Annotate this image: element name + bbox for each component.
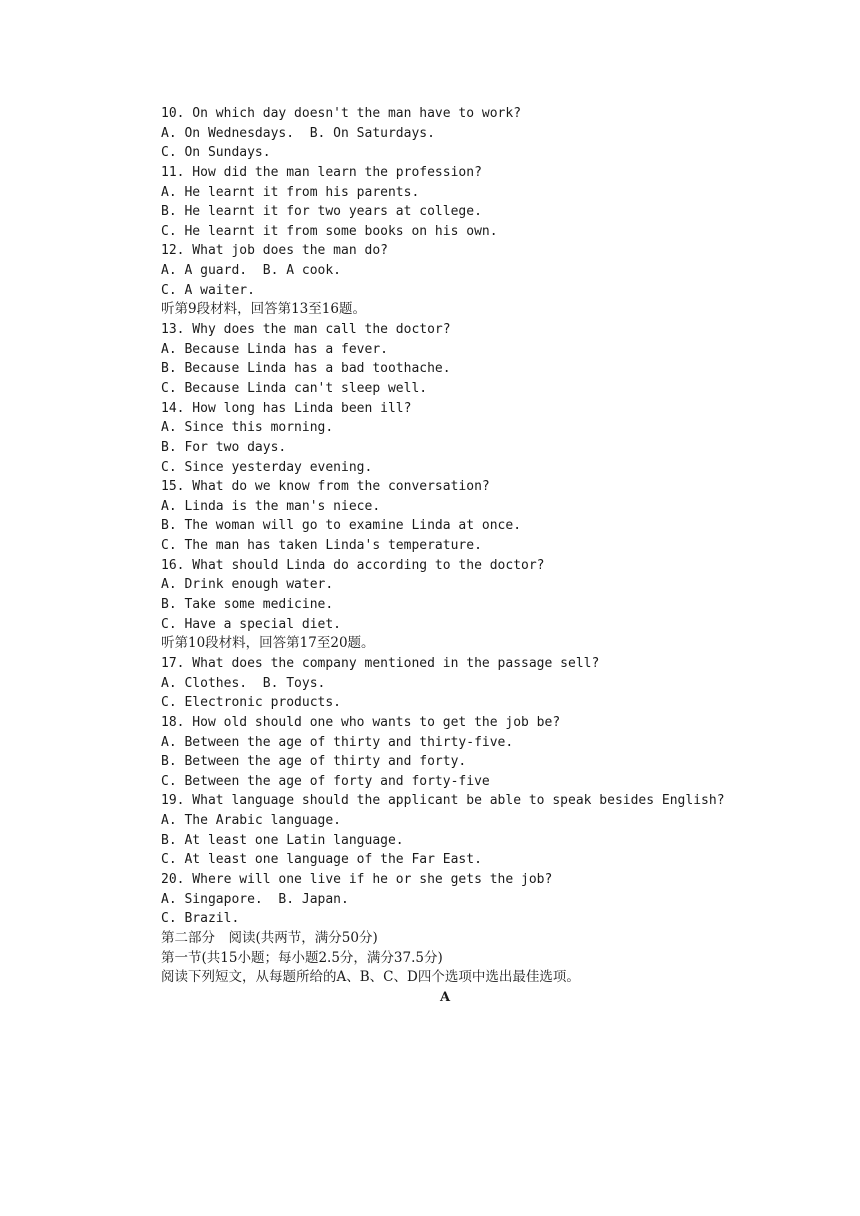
answer-option: A. Because Linda has a fever. [161, 341, 388, 357]
section-instruction: 听第9段材料，回答第13至16题。 [161, 301, 366, 318]
question-stem: 14. How long has Linda been ill? [161, 400, 412, 416]
answer-option: C. Because Linda can't sleep well. [161, 380, 428, 396]
answer-option: C. Have a special diet. [161, 616, 342, 632]
document-body [161, 104, 761, 1007]
answer-option: B. Take some medicine. [161, 597, 334, 613]
answer-option: C. Electronic products. [161, 695, 342, 711]
section-instruction: 第一节(共15小题；每小题2.5分，满分37.5分) [161, 949, 443, 966]
answer-option: C. Between the age of forty and forty-five [161, 773, 490, 789]
answer-option: B. At least one Latin language. [161, 832, 404, 848]
answer-option: B. He learnt it for two years at college. [161, 204, 482, 220]
answer-option: A. Between the age of thirty and thirty-five. [161, 734, 514, 750]
section-instruction: 阅读下列短文，从每题所给的A、B、C、D四个选项中选出最佳选项。 [161, 969, 580, 986]
answer-option: B. Between the age of thirty and forty. [161, 754, 467, 770]
answer-option: A. Singapore. B. Japan. [161, 891, 349, 907]
passage-heading: A [439, 989, 451, 1005]
answer-option: A. Linda is the man's niece. [161, 498, 381, 514]
answer-option: A. Since this morning. [161, 420, 334, 436]
answer-option: A. On Wednesdays. B. On Saturdays. [161, 125, 435, 141]
answer-option: A. Drink enough water. [161, 577, 334, 593]
question-stem: 16. What should Linda do according to the doctor? [161, 557, 545, 573]
answer-option: C. Since yesterday evening. [161, 459, 373, 475]
answer-option: C. He learnt it from some books on his own. [161, 223, 498, 239]
section-instruction: 第二部分 阅读(共两节，满分50分) [161, 929, 378, 946]
question-stem: 11. How did the man learn the profession? [161, 164, 482, 180]
question-stem: 10. On which day doesn't the man have to work? [161, 106, 522, 121]
answer-option: A. He learnt it from his parents. [161, 184, 420, 200]
question-stem: 18. How old should one who wants to get the job be? [161, 714, 561, 730]
answer-option: A. A guard. B. A cook. [161, 263, 342, 279]
answer-option: B. The woman will go to examine Linda at once. [161, 518, 522, 534]
answer-option: C. At least one language of the Far East. [161, 852, 482, 868]
question-stem: 15. What do we know from the conversation? [161, 479, 490, 495]
answer-option: A. The Arabic language. [161, 813, 342, 829]
question-stem: 19. What language should the applicant be able to speak besides English? [161, 793, 725, 809]
question-stem: 17. What does the company mentioned in the passage sell? [161, 655, 600, 671]
question-stem: 20. Where will one live if he or she gets the job? [161, 871, 553, 887]
answer-option: B. For two days. [161, 439, 287, 455]
answer-option: A. Clothes. B. Toys. [161, 675, 326, 691]
question-stem: 12. What job does the man do? [161, 243, 388, 259]
answer-option: C. A waiter. [161, 282, 255, 298]
answer-option: C. The man has taken Linda's temperature. [161, 538, 482, 554]
question-stem: 13. Why does the man call the doctor? [161, 322, 451, 338]
answer-option: B. Because Linda has a bad toothache. [161, 361, 451, 377]
answer-option: C. Brazil. [161, 911, 240, 927]
section-instruction: 听第10段材料，回答第17至20题。 [161, 635, 375, 652]
answer-option: C. On Sundays. [161, 145, 271, 161]
